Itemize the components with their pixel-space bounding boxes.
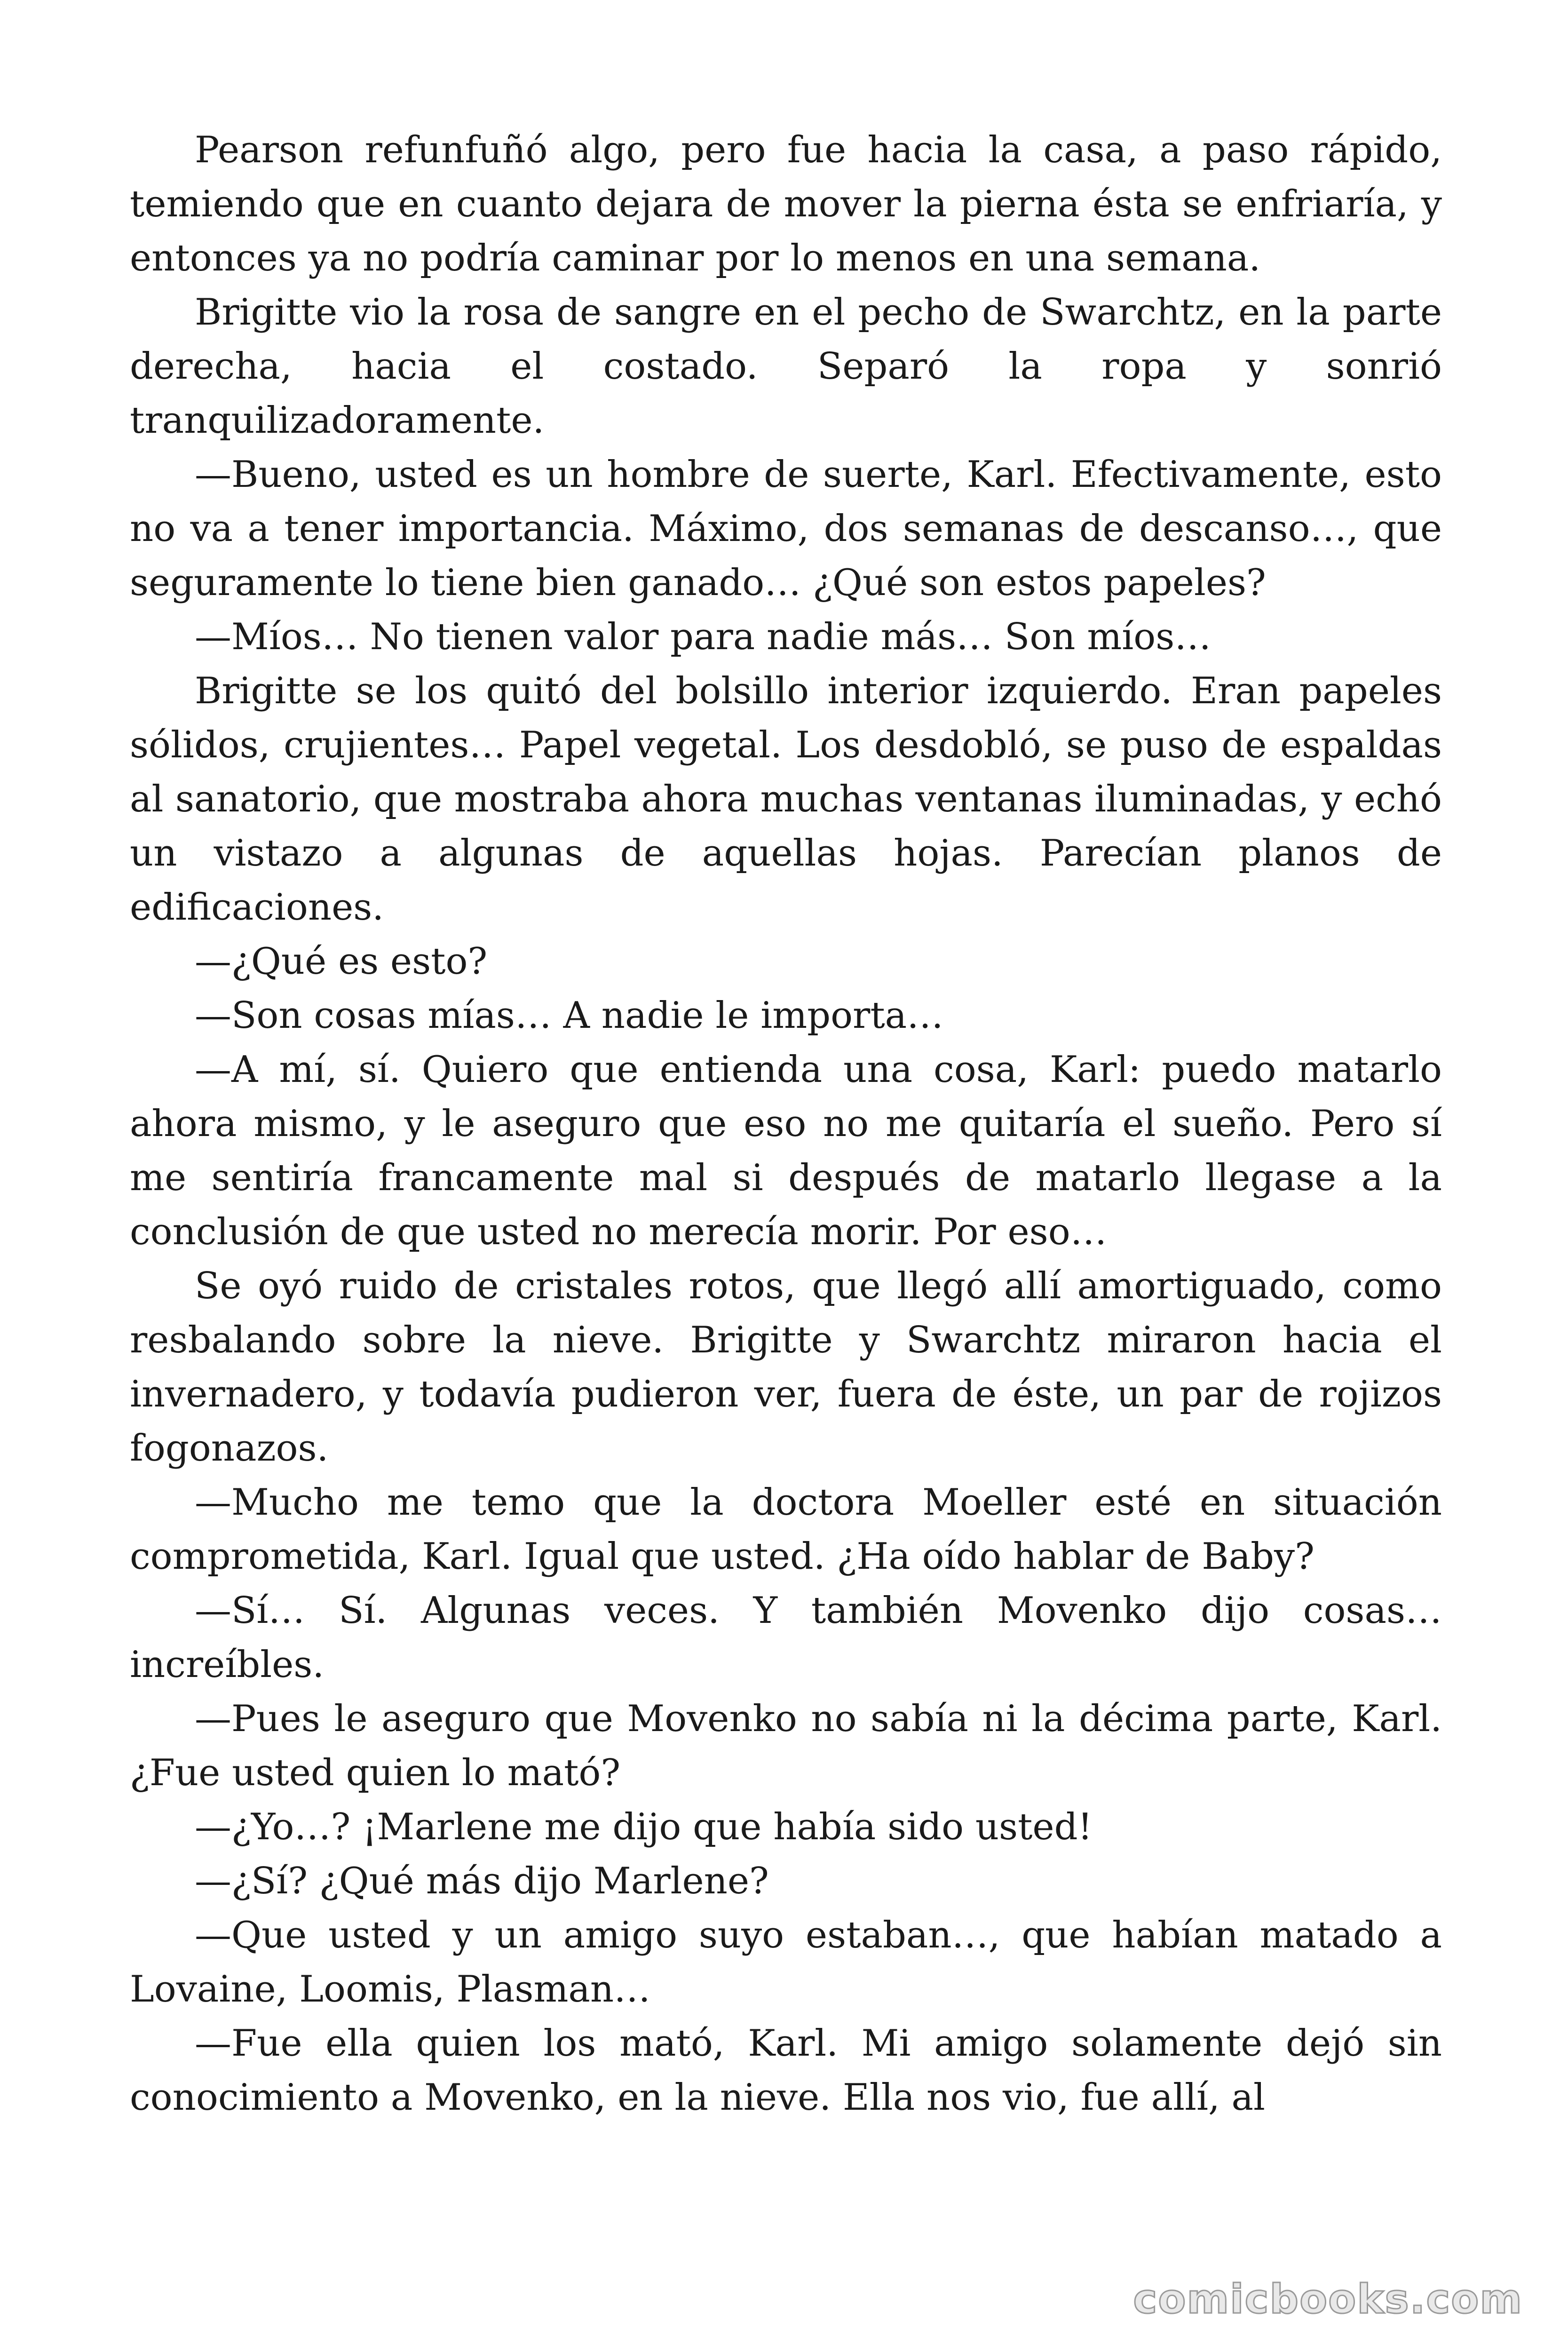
page-body	[130, 123, 1442, 2125]
paragraph: —Míos… No tienen valor para nadie más… Son míos…	[195, 616, 1212, 658]
paragraph: Pearson refunfuñó algo, pero fue hacia la casa, a paso rápido, temiendo que en cuanto dejara de mover la pierna ésta se enfriaría, y entonces ya no podría caminar por lo menos en una semana.	[130, 129, 1442, 279]
paragraph: —Fue ella quien los mató, Karl. Mi amigo solamente dejó sin conocimiento a Movenko, en la nieve. Ella nos vio, fue allí, al	[130, 2022, 1442, 2119]
paragraph: —¿Qué es esto?	[195, 940, 488, 983]
paragraph: Se oyó ruido de cristales rotos, que llegó allí amortiguado, como resbalando sobre la nieve. Brigitte y Swarchtz miraron hacia el invernadero, y todavía pudieron ver, fuera de éste, un par de rojizos fogonazos.	[130, 1265, 1442, 1470]
paragraph: —Que usted y un amigo suyo estaban…, que habían matado a Lovaine, Loomis, Plasman…	[130, 1914, 1442, 2010]
paragraph: —Pues le aseguro que Movenko no sabía ni la décima parte, Karl. ¿Fue usted quien lo mató?	[130, 1698, 1442, 1794]
paragraph: —¿Sí? ¿Qué más dijo Marlene?	[195, 1860, 769, 1902]
paragraph: —Sí… Sí. Algunas veces. Y también Movenko dijo cosas… increíbles.	[130, 1589, 1442, 1686]
paragraph: —Mucho me temo que la doctora Moeller esté en situación comprometida, Karl. Igual que usted. ¿Ha oído hablar de Baby?	[130, 1481, 1442, 1578]
paragraph: Brigitte se los quitó del bolsillo interior izquierdo. Eran papeles sólidos, crujientes… Papel vegetal. Los desdobló, se puso de espaldas al sanatorio, que mostraba ahora muchas ventanas iluminadas, y echó un vistazo a algunas de aquellas hojas. Parecían planos de edificaciones.	[130, 670, 1442, 929]
paragraph: —Bueno, usted es un hombre de suerte, Karl. Efectivamente, esto no va a tener importancia. Máximo, dos semanas de descanso…, que seguramente lo tiene bien ganado… ¿Qué son estos papeles?	[130, 453, 1442, 604]
watermark: comicbooks.com	[1133, 2276, 1523, 2323]
paragraph: —Son cosas mías… A nadie le importa…	[195, 994, 944, 1037]
paragraph: —A mí, sí. Quiero que entienda una cosa, Karl: puedo matarlo ahora mismo, y le aseguro que eso no me quitaría el sueño. Pero sí me sentiría francamente mal si después de matarlo llegase a la conclusión de que usted no merecía morir. Por eso…	[130, 1049, 1442, 1253]
paragraph: Brigitte vio la rosa de sangre en el pecho de Swarchtz, en la parte derecha, hacia el costado. Separó la ropa y sonrió tranquilizadoramente.	[130, 291, 1442, 442]
paragraph: —¿Yo…? ¡Marlene me dijo que había sido usted!	[195, 1806, 1093, 1848]
